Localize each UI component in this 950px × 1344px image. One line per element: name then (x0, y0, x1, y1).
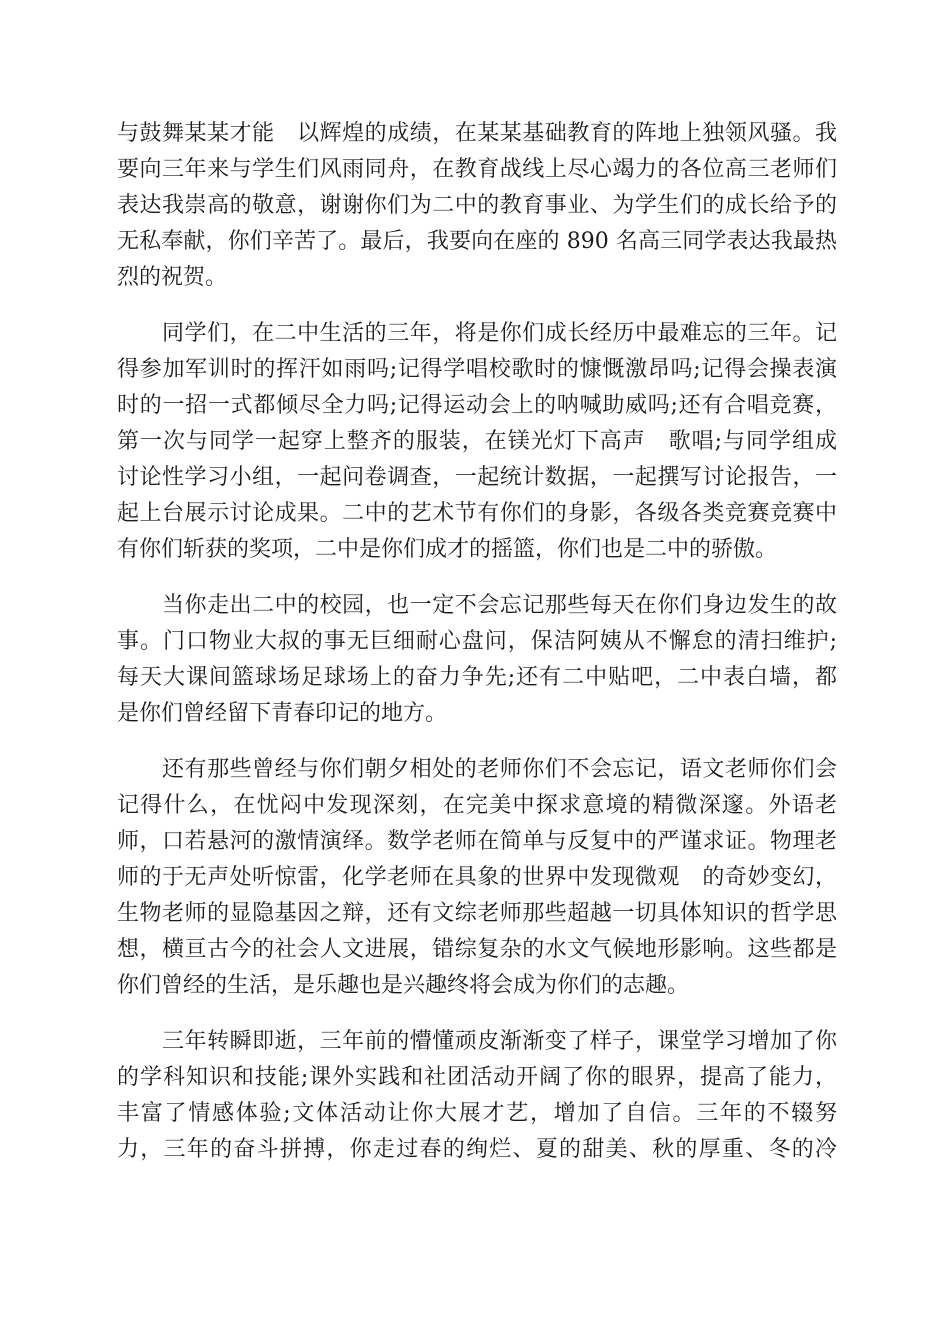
text-line: 生物老师的显隐基因之辩，还有文综老师那些超越一切具体知识的哲学思 (117, 901, 837, 926)
text-line: 要向三年来与学生们风雨同舟，在教育战线上尽心竭力的各位高三老师们 (117, 157, 837, 182)
text-line: 讨论性学习小组，一起问卷调查，一起统计数据，一起撰写讨论报告，一 (117, 465, 837, 490)
text-line: 无私奉献，你们辛苦了。最后，我要向在座的 890 名高三同学表达我最热 (117, 229, 837, 254)
text-line: 同学们，在二中生活的三年，将是你们成长经历中最难忘的三年。记 (117, 321, 837, 346)
text-line: 是你们曾经留下青春印记的地方。 (117, 701, 448, 726)
text-line: 力，三年的奋斗拼搏，你走过春的绚烂、夏的甜美、秋的厚重、冬的冷 (117, 1137, 837, 1162)
text-line: 事。门口物业大叔的事无巨细耐心盘问，保洁阿姨从不懈怠的清扫维护; (117, 629, 837, 654)
text-line: 丰富了情感体验;文体活动让你大展才艺，增加了自信。三年的不辍努 (117, 1101, 837, 1126)
text-line: 师，口若悬河的激情演绎。数学老师在简单与反复中的严谨求证。物理老 (117, 829, 837, 854)
paragraph-2 (117, 316, 837, 568)
paragraph-5 (117, 1024, 837, 1168)
document-body (117, 116, 837, 1188)
text-line: 表达我崇高的敬意，谢谢你们为二中的教育事业、为学生们的成长给予的 (117, 193, 837, 218)
paragraph-3 (117, 588, 837, 732)
text-line: 烈的祝贺。 (117, 265, 228, 290)
text-line: 得参加军训时的挥汗如雨吗;记得学唱校歌时的慷慨激昂吗;记得会操表演 (117, 357, 837, 382)
text-line: 三年转瞬即逝，三年前的懵懂顽皮渐渐变了样子，课堂学习增加了你 (117, 1029, 837, 1054)
text-line: 的学科知识和技能;课外实践和社团活动开阔了你的眼界，提高了能力， (117, 1065, 837, 1090)
paragraph-4 (117, 752, 837, 1004)
text-line: 记得什么，在忧闷中发现深刻，在完美中探求意境的精微深邃。外语老 (117, 793, 837, 818)
text-line: 第一次与同学一起穿上整齐的服装，在镁光灯下高声 歌唱;与同学组成 (117, 429, 837, 454)
text-line: 与鼓舞某某才能 以辉煌的成绩，在某某基础教育的阵地上独领风骚。我 (117, 121, 837, 146)
text-line: 你们曾经的生活，是乐趣也是兴趣终将会成为你们的志趣。 (117, 973, 690, 998)
text-line: 起上台展示讨论成果。二中的艺术节有你们的身影，各级各类竞赛竞赛中 (117, 501, 837, 526)
text-line: 时的一招一式都倾尽全力吗;记得运动会上的呐喊助威吗;还有合唱竞赛， (117, 393, 837, 418)
text-line: 还有那些曾经与你们朝夕相处的老师你们不会忘记，语文老师你们会 (117, 757, 837, 782)
text-line: 师的于无声处听惊雷，化学老师在具象的世界中发现微观 的奇妙变幻， (117, 865, 837, 890)
text-line: 有你们斩获的奖项，二中是你们成才的摇篮，你们也是二中的骄傲。 (117, 537, 778, 562)
text-line: 想，横亘古今的社会人文进展，错综复杂的水文气候地形影响。这些都是 (117, 937, 837, 962)
text-line: 当你走出二中的校园，也一定不会忘记那些每天在你们身边发生的故 (117, 593, 837, 618)
text-line: 每天大课间篮球场足球场上的奋力争先;还有二中贴吧，二中表白墙，都 (117, 665, 837, 690)
paragraph-1 (117, 116, 837, 296)
